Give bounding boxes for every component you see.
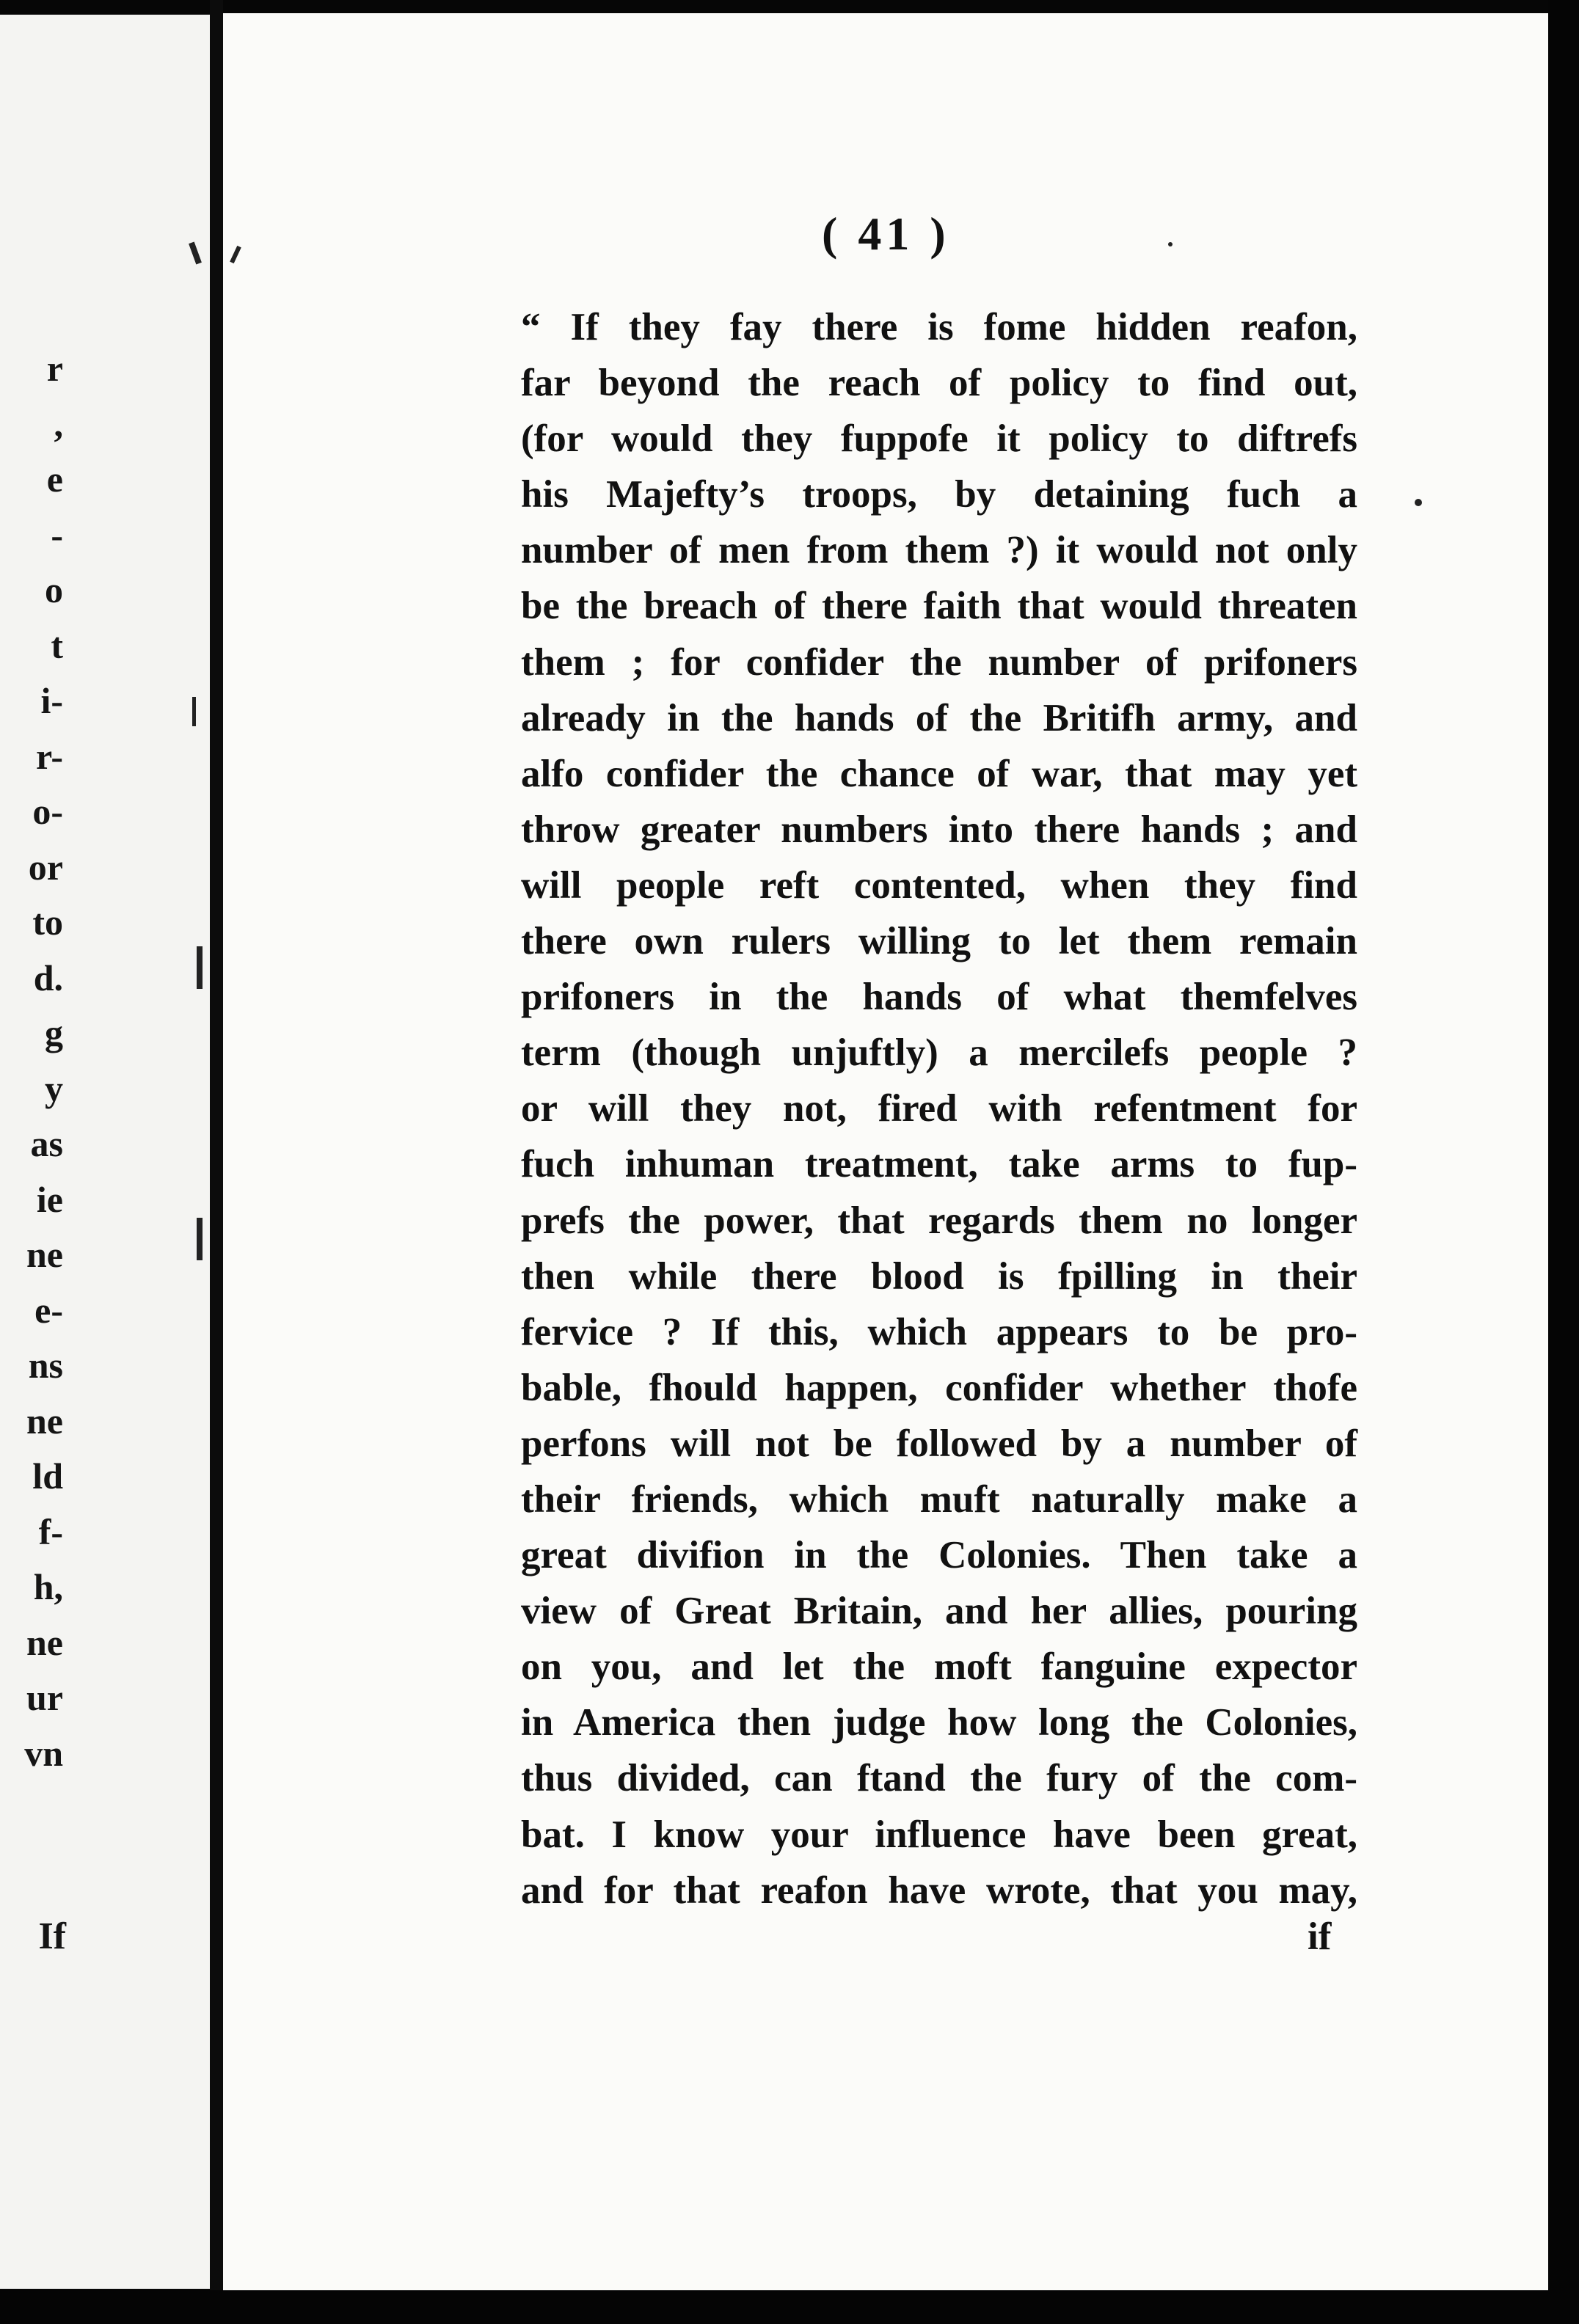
text-line: will people reft contented, when they find [521,863,1357,907]
facing-page-line-fragment: t [51,624,63,666]
text-line: alfo confider the chance of war, that may yet [521,752,1357,795]
facing-page-line-fragment: ne [26,1234,63,1275]
text-line: there own rulers willing to let them remain [521,920,1357,963]
facing-page-line-fragment: ie [36,1178,63,1220]
text-line: bable, fhould happen, confider whether thofe [521,1366,1357,1409]
scan-edge-right [1548,0,1579,2324]
text-line: term (though unjuftly) a mercilefs people ? [521,1031,1357,1075]
text-line: bat. I know your influence have been great, [521,1813,1357,1856]
scan-mark [197,1218,203,1260]
text-line: perfons will not be followed by a number of [521,1422,1357,1465]
facing-page-line-fragment: i- [40,680,63,721]
scan-edge-bottom [0,2290,1579,2324]
facing-page-line-fragment: as [30,1123,63,1164]
text-line: their friends, which muft naturally make a [521,1477,1357,1521]
text-line: or will they not, fired with refentment for [521,1087,1357,1130]
text-line: them ; for confider the number of prifoners [521,640,1357,684]
body-text [521,299,1357,1918]
facing-page-line-fragment: ne [26,1400,63,1441]
text-line: thus divided, can ftand the fury of the com- [521,1757,1357,1800]
scan-mark [1415,499,1422,506]
catchword: if [1308,1915,1332,1958]
facing-page-line-fragment: o [45,569,63,610]
text-line: his Majefty’s troops, by detaining fuch a [521,473,1357,516]
facing-page-line-fragment: ld [32,1455,63,1497]
text-line: in America then judge how long the Colonies, [521,1701,1357,1744]
text-line: prifoners in the hands of what themfelves [521,976,1357,1019]
text-line: great divifion in the Colonies. Then take a [521,1534,1357,1577]
facing-page-line-fragment: ns [28,1345,63,1386]
facing-page-line-fragment: or [28,846,63,888]
facing-page-line-fragment: e- [34,1289,63,1331]
facing-page-line-fragment: f- [38,1510,63,1552]
facing-page-line-fragment: - [51,514,63,555]
scan-mark [197,946,203,989]
text-line: fuch inhuman treatment, take arms to fup- [521,1143,1357,1186]
text-line: view of Great Britain, and her allies, pouring [521,1590,1357,1633]
facing-page-line-fragment: y [45,1067,63,1109]
facing-page-line-fragment: d. [33,957,63,998]
page-number: ( 41 ) [822,208,950,260]
facing-page-text-fragments [0,341,63,1781]
scan-mark [192,697,196,726]
facing-page-line-fragment: e [46,458,63,500]
book-gutter [210,0,223,2324]
text-line: already in the hands of the Britifh army, and [521,696,1357,739]
facing-page-line-fragment: vn [24,1732,63,1774]
text-line: (for would they fuppofe it policy to diftrefs [521,417,1357,461]
text-line: throw greater numbers into there hands ; and [521,808,1357,851]
text-line: and for that reafon have wrote, that you may, [521,1868,1357,1912]
scan-mark [1168,242,1173,246]
text-line: far beyond the reach of policy to find out, [521,362,1357,405]
facing-page-line-fragment: , [54,403,63,445]
text-line: “ If they fay there is fome hidden reafon, [521,306,1357,348]
facing-page-line-fragment: ne [26,1621,63,1663]
text-line: number of men from them ?) it would not only [521,529,1357,572]
text-line: prefs the power, that regards them no longer [521,1199,1357,1242]
text-line: be the breach of there faith that would threaten [521,585,1357,628]
text-line: fervice ? If this, which appears to be pro- [521,1310,1357,1353]
facing-page-line-fragment: g [45,1012,63,1053]
text-line: then while there blood is fpilling in their [521,1254,1357,1298]
facing-page-line-fragment: r- [36,735,63,777]
text-line: on you, and let the moft fanguine expector [521,1645,1357,1689]
facing-page-catchword: If [38,1915,66,1957]
facing-page-line-fragment: to [32,902,63,943]
facing-page-line-fragment: ur [26,1677,63,1718]
facing-page-line-fragment: h, [33,1566,63,1607]
facing-page-line-fragment: o- [32,791,63,832]
facing-page-line-fragment: r [46,348,63,389]
